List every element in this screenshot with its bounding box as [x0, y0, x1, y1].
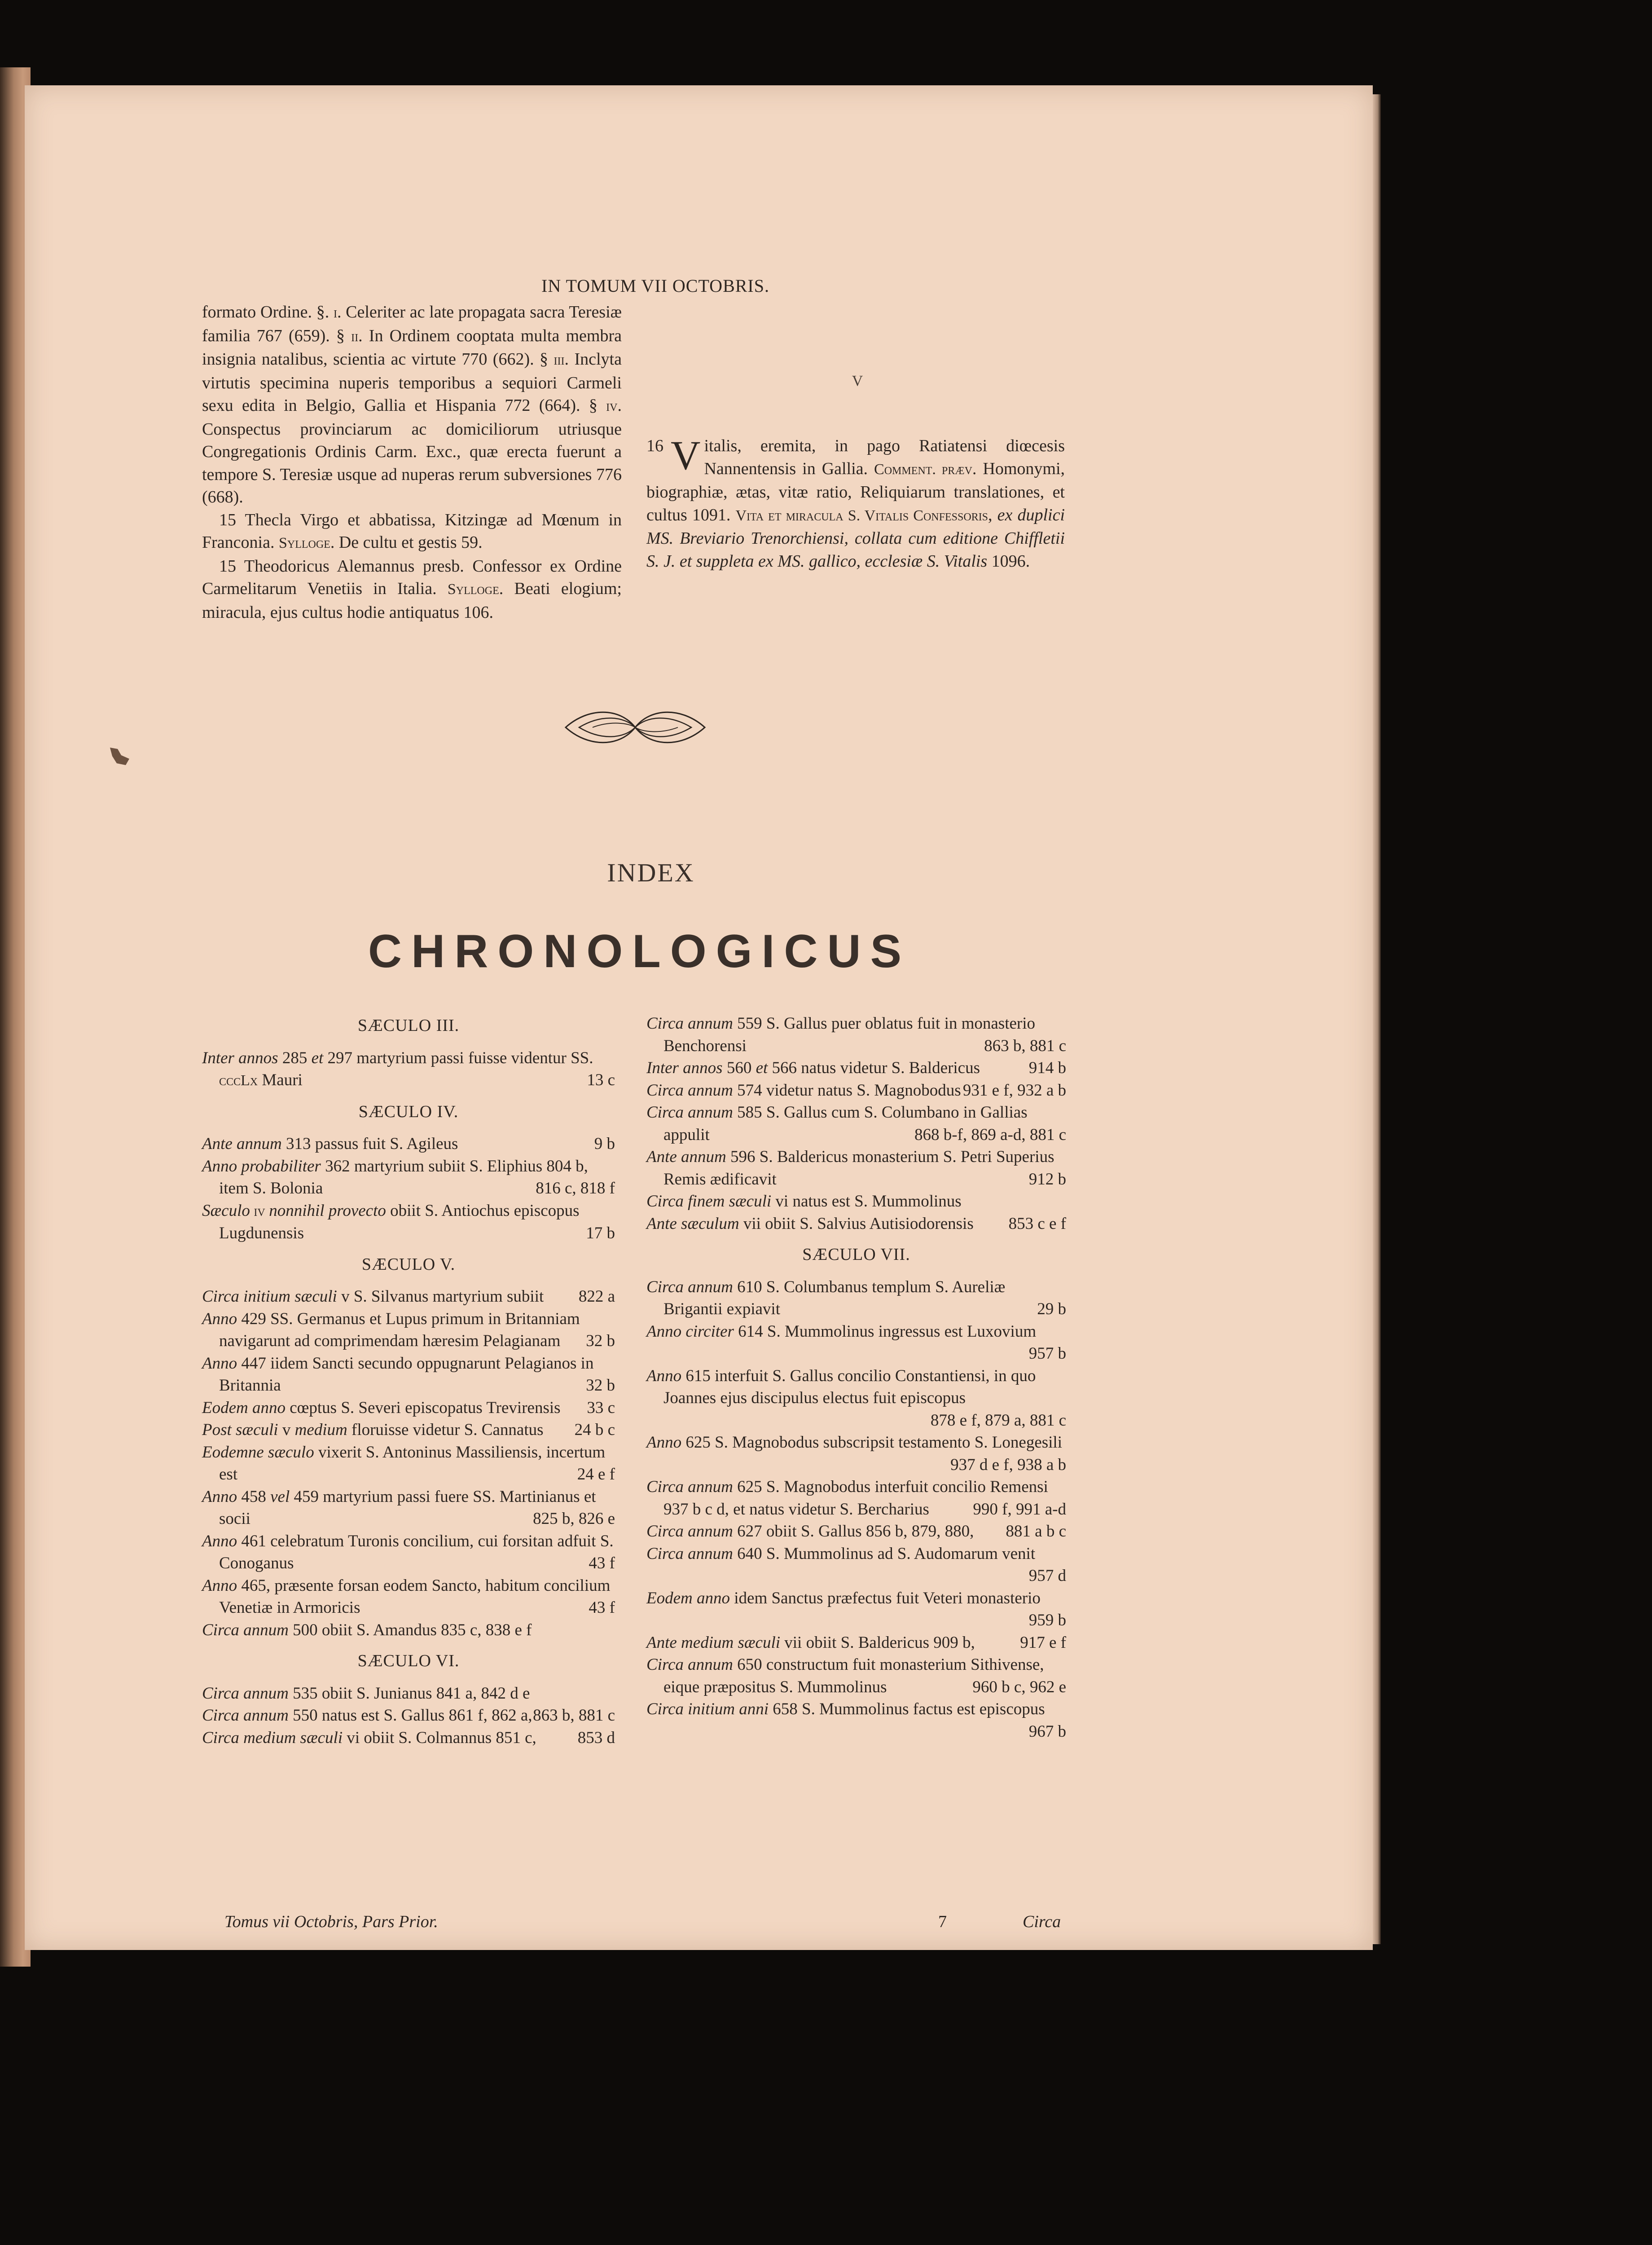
text-run: . Conspectus provinciarum ac domiciliorum utriusque Congregationis Ordinis Carm. Exc., quæ erecta fuerunt a tempore S. Teresiæ usque ad nuperas rerum subversiones 776 (668). [202, 396, 622, 506]
text-run: Anno [202, 1576, 237, 1595]
text-run: 458 [237, 1487, 271, 1506]
text-run: 658 S. Mummolinus factus est episcopus [769, 1700, 1045, 1718]
page-reference: 863 b, 881 c [533, 1706, 615, 1725]
text-run: Inter annos [202, 1048, 278, 1067]
text-run: Circa annum [646, 1103, 733, 1122]
page-reference: 914 b [1028, 1059, 1066, 1077]
text-run: . De cultu et gestis 59. [330, 533, 483, 552]
century-heading: SÆCULO VII. [802, 1245, 910, 1264]
text-run: Anno circiter [646, 1322, 734, 1341]
text-run: Sylloge [447, 581, 499, 598]
text-run: 15 Theodoricus Alemannus presb. Confessor ex Ordine Carmelitarum Venetiis in Italia. [202, 556, 622, 598]
chronology-entry [646, 1476, 1066, 1520]
chronology-entry [646, 1431, 1066, 1476]
text-run: italis, eremita, in pago Ratiatensi diœcesis Nannentensis in Gallia. [704, 436, 1065, 478]
text-run: Eodem anno [202, 1398, 286, 1417]
text-run: Sylloge [278, 535, 330, 551]
chronology-entry [202, 1397, 615, 1419]
catchword: Circa [1023, 1912, 1061, 1931]
page-reference: 937 d e f, 938 a b [950, 1455, 1066, 1474]
text-run: idem Sanctus præfectus fuit Veteri monasterio [730, 1589, 1041, 1607]
chronology-entry [646, 1276, 1066, 1321]
section-letter: V [852, 373, 863, 389]
text-run: Circa annum [646, 1544, 733, 1563]
text-run: i [333, 304, 337, 321]
text-run: Circa annum [202, 1706, 289, 1725]
chronology-entry [202, 1704, 615, 1727]
text-run: 625 S. Magnobodus subscripsit testamento S. Lonegesili [681, 1433, 1062, 1452]
page-reference: 33 c [587, 1398, 615, 1417]
page-reference: 32 b [586, 1376, 615, 1395]
text-run: cccLx [219, 1072, 258, 1089]
text-run: vixerit S. Antoninus Massiliensis, incertum est [219, 1443, 606, 1483]
page-reference: 957 b [1028, 1344, 1066, 1363]
text-run: Circa annum [646, 1522, 733, 1541]
text-run: 625 S. Magnobodus interfuit concilio Remensi 937 b c d, et natus videtur S. Bercharius [663, 1478, 1048, 1519]
text-run: 614 S. Mummolinus ingressus est Luxovium [734, 1322, 1037, 1341]
page-reference: 960 b c, 962 e [972, 1677, 1066, 1696]
text-run: 559 S. Gallus puer oblatus fuit in monasterio Benchorensi [663, 1014, 1036, 1055]
page-reference: 959 b [1028, 1611, 1066, 1629]
century-heading: SÆCULO V. [361, 1255, 456, 1274]
text-run: Ante annum [646, 1148, 726, 1166]
text-run: 615 interfuit S. Gallus concilio Constantiensi, in quo Joannes ejus discipulus electus fuit episcopus [663, 1366, 1036, 1407]
saint-entry [202, 301, 622, 509]
text-run: Circa annum [202, 1684, 289, 1703]
text-run: Anno [646, 1433, 682, 1452]
page-reference: 917 e f [1020, 1633, 1066, 1652]
chronology-entry [202, 1133, 615, 1155]
text-run: Circa annum [202, 1620, 289, 1639]
text-run: vi obiit S. Colmannus 851 c, [343, 1728, 536, 1747]
text-run: vii obiit S. Salvius Autisiodorensis [739, 1214, 974, 1233]
text-run: et [756, 1059, 768, 1077]
text-run: Vita et miracula S. Vitalis Confessoris [735, 507, 989, 524]
text-run: Inter annos [646, 1059, 723, 1077]
text-run: iii [554, 352, 565, 368]
chronology-entry [646, 1079, 1066, 1102]
text-run: 640 S. Mummolinus ad S. Audomarum venit [733, 1544, 1036, 1563]
text-run: Ante annum [202, 1135, 282, 1153]
text-run: 610 S. Columbanus templum S. Aureliæ Brigantii expiavit [663, 1277, 1006, 1318]
text-run: 566 natus videtur S. Baldericus [768, 1059, 980, 1077]
text-run: 429 SS. Germanus et Lupus primum in Britanniam navigarunt ad comprimendam hæresim Pelagianam [219, 1309, 580, 1350]
page-reference: 32 b [586, 1332, 615, 1350]
chronology-entry [202, 1441, 615, 1486]
signature-number: 7 [938, 1912, 947, 1931]
page-reference: 990 f, 991 a-d [973, 1500, 1066, 1519]
chronology-entry [646, 1698, 1066, 1743]
text-run: 535 obiit S. Junianus 841 a, 842 d e [288, 1684, 530, 1703]
chronology-entry [646, 1520, 1066, 1543]
text-run: 459 martyrium passi fuere SS. Martinianus et socii [219, 1487, 596, 1528]
page-reference: 853 d [577, 1728, 615, 1747]
page-reference: 816 c, 818 f [536, 1179, 615, 1197]
text-run: 585 S. Gallus cum S. Columbano in Gallias appulit [663, 1103, 1028, 1144]
text-run: 560 [722, 1059, 756, 1077]
text-run: Anno [202, 1532, 237, 1550]
page-reference: 24 e f [577, 1465, 615, 1483]
text-run: iv [606, 398, 618, 414]
text-run: Circa initium sæculi [202, 1287, 337, 1306]
chronology-entry [646, 1654, 1066, 1698]
text-run: . In Ordinem cooptata multa membra insignia natalibus, scientia ac virtute 770 (662). § [202, 326, 622, 369]
chronologicus-title: CHRONOLOGICUS [368, 925, 911, 977]
drop-cap: V [671, 432, 701, 478]
chronology-entry [646, 1012, 1066, 1057]
text-run: 313 passus fuit S. Agileus [281, 1135, 458, 1153]
vitalis-entry [646, 432, 1065, 572]
page-reference: 957 d [1028, 1567, 1066, 1585]
text-run: Anno [202, 1487, 237, 1506]
text-run: Circa annum [646, 1014, 733, 1033]
entry-number: 16 [646, 436, 663, 455]
chronology-entry [646, 1213, 1066, 1235]
text-run: formato Ordine. §. [202, 303, 334, 321]
text-run: 297 martyrium passi fuisse videntur SS. [323, 1048, 593, 1067]
text-run: vel [270, 1487, 290, 1506]
century-heading: SÆCULO VI. [357, 1651, 460, 1670]
page-reference: 881 a b c [1006, 1522, 1066, 1541]
page-reference: 912 b [1028, 1170, 1066, 1189]
text-run: cœptus S. Severi episcopatus Trevirensis [286, 1398, 561, 1417]
right-column-top [646, 432, 1065, 572]
chronology-entry [646, 1587, 1066, 1632]
chronology-entry [202, 1682, 615, 1705]
text-run: floruisse videtur S. Cannatus [347, 1421, 544, 1439]
text-run: Circa annum [646, 1081, 733, 1100]
text-run: 500 obiit S. Amandus 835 c, 838 e f [288, 1620, 532, 1639]
index-right-column [646, 1012, 1066, 1743]
text-run: . Homonymi, biographiæ, ætas, vitæ ratio, Reliquiarum translationes, et cultus 1091. [646, 459, 1065, 524]
page-blemish-icon [108, 745, 135, 772]
page-edge [1373, 94, 1381, 1944]
text-run: 627 obiit S. Gallus 856 b, 879, 880, [733, 1522, 974, 1541]
left-column-top [202, 301, 622, 624]
page-reference: 825 b, 826 e [533, 1510, 615, 1528]
chronology-entry [202, 1419, 615, 1441]
chronology-entry [646, 1543, 1066, 1587]
chronology-entry [202, 1530, 615, 1575]
text-run: ex duplici MS. Breviario Trenorchiensi, collata cum editione Chiffletii S. J. et suppleta ex MS. gallico, ecclesiæ S. Vitalis [646, 505, 1065, 571]
text-run: Mauri [258, 1071, 303, 1089]
page-reference: 853 c e f [1008, 1214, 1066, 1233]
text-run: medium [294, 1421, 347, 1439]
text-run: . Inclyta virtutis specimina nuperis temporibus a sequiori Carmeli sexu edita in Belgio, Gallia et Hispania 772 (664). § [202, 350, 622, 415]
page-reference: 967 b [1028, 1722, 1066, 1741]
chronology-entry [646, 1101, 1066, 1146]
chronology-entry [646, 1365, 1066, 1432]
text-run: 1096. [987, 551, 1030, 571]
chronology-entry [202, 1486, 615, 1530]
text-run: 285 [278, 1048, 312, 1067]
text-run: Anno [202, 1309, 237, 1328]
text-run: v [278, 1421, 295, 1439]
page-reference: 29 b [1037, 1300, 1066, 1318]
text-run: 550 natus est S. Gallus 861 f, 862 a, [288, 1706, 532, 1725]
page-reference: 9 b [594, 1135, 615, 1153]
text-run: et [311, 1048, 324, 1067]
text-run: Circa finem sæculi [646, 1192, 772, 1211]
text-run: Eodem anno [646, 1589, 730, 1607]
chronology-entry [202, 1727, 615, 1749]
chronology-entry [646, 1321, 1066, 1365]
chronology-entry [202, 1308, 615, 1352]
text-run: Anno [646, 1366, 682, 1385]
vitalis-entry-text [646, 432, 1065, 571]
text-run: Anno probabiliter [202, 1157, 321, 1175]
text-run: obiit S. Antiochus episcopus Lugdunensis [219, 1201, 580, 1242]
text-run: . Celeriter ac late propagata sacra Teresiæ familia 767 (659). § [202, 303, 622, 345]
text-run: 574 videtur natus S. Magnobodus [733, 1081, 961, 1100]
text-run: vii obiit S. Baldericus 909 b, [780, 1633, 975, 1652]
chronology-entry [646, 1190, 1066, 1213]
ornament-flourish-icon [561, 703, 709, 752]
page-reference: 13 c [587, 1071, 615, 1089]
text-run: Sæculo [202, 1201, 250, 1220]
text-run: Post sæculi [202, 1421, 278, 1439]
text-run: v S. Silvanus martyrium subiit [337, 1287, 544, 1306]
saint-entry [202, 509, 622, 555]
text-run: Circa medium sæculi [202, 1728, 343, 1747]
signature-line: Tomus vii Octobris, Pars Prior. [224, 1912, 438, 1931]
text-run: 447 iidem Sancti secundo oppugnarunt Pelagianos in Britannia [219, 1354, 594, 1395]
page-reference: 868 b-f, 869 a-d, 881 c [914, 1125, 1066, 1144]
chronology-entry [202, 1285, 615, 1308]
chronology-entry [646, 1146, 1066, 1190]
page-reference: 863 b, 881 c [984, 1036, 1066, 1055]
text-run: 362 martyrium subiit S. Eliphius 804 b, item S. Bolonia [219, 1157, 588, 1197]
chronology-entry [646, 1057, 1066, 1079]
century-heading: SÆCULO IV. [358, 1102, 459, 1121]
chronology-entry [202, 1155, 615, 1200]
index-title: INDEX [607, 858, 695, 887]
text-run: Comment. præv [874, 461, 972, 478]
chronology-entry [202, 1352, 615, 1397]
text-run: 465, præsente forsan eodem Sancto, habitum concilium Venetiæ in Armoricis [219, 1576, 611, 1617]
page-reference: 931 e f, 932 a b [962, 1081, 1066, 1100]
text-run: 596 S. Baldericus monasterium S. Petri Superius Remis ædificavit [663, 1148, 1054, 1189]
chronology-entry [202, 1047, 615, 1092]
saint-entry [202, 555, 622, 624]
text-run: 461 celebratum Turonis concilium, cui forsitan adfuit S. Conoganus [219, 1532, 614, 1572]
chronology-entry [646, 1632, 1066, 1654]
page-reference: 822 a [578, 1287, 615, 1306]
text-run: Circa annum [646, 1277, 733, 1296]
page-reference: 43 f [589, 1598, 615, 1617]
text-run: Eodemne sæculo [202, 1443, 314, 1461]
text-run: vi natus est S. Mummolinus [771, 1192, 962, 1211]
text-run: , [988, 505, 997, 524]
chronology-entry [202, 1575, 615, 1619]
index-left-column [202, 1006, 615, 1749]
century-heading: SÆCULO III. [357, 1016, 460, 1035]
text-run: Ante sæculum [646, 1214, 739, 1233]
text-run: Ante medium sæculi [646, 1633, 781, 1652]
text-run: Anno [202, 1354, 237, 1373]
text-run: ii [351, 328, 359, 345]
chronology-entry [202, 1619, 615, 1642]
text-run: Circa annum [646, 1478, 733, 1496]
page-reference: 878 e f, 879 a, 881 c [930, 1411, 1066, 1430]
chronology-entry [202, 1200, 615, 1245]
text-run: 15 Thecla Virgo et abbatissa, Kitzingæ ad Mœnum in Franconia. [202, 510, 622, 552]
text-run: . Beati elogium; miracula, ejus cultus hodie antiquatus 106. [202, 579, 622, 622]
running-header: IN TOMUM VII OCTOBRIS. [541, 276, 769, 296]
page-reference: 17 b [586, 1224, 615, 1242]
text-run: iv [250, 1202, 269, 1219]
page-reference: 24 b c [574, 1421, 615, 1439]
text-run: 650 constructum fuit monasterium Sithivense, eique præpositus S. Mummolinus [663, 1655, 1044, 1696]
text-run: Circa annum [646, 1655, 733, 1674]
text-run: nonnihil provecto [269, 1201, 386, 1220]
page-reference: 43 f [589, 1554, 615, 1572]
text-run: Circa initium anni [646, 1700, 769, 1718]
